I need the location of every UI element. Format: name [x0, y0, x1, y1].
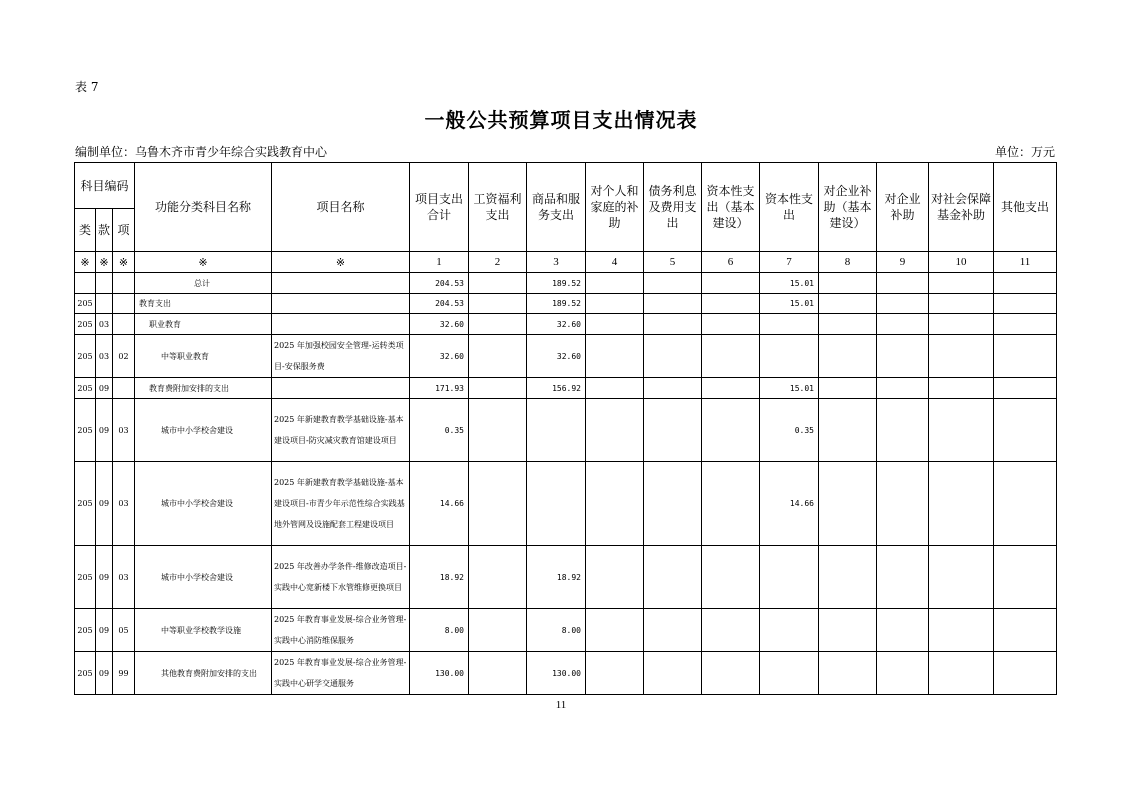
- code-kuan-cell: 03: [96, 335, 113, 378]
- table-row: [75, 378, 1057, 399]
- value-col-5-cell: [644, 294, 702, 314]
- code-kuan-cell: 09: [96, 378, 113, 399]
- value-col-1-cell: 130.00: [410, 652, 469, 695]
- header-col-2: 工资福利支出: [469, 163, 527, 252]
- project-name-cell: 2025 年教育事业发展-综合业务管理-实践中心研学交通服务: [272, 652, 410, 695]
- value-col-4-cell: [586, 273, 644, 294]
- value-col-6-cell: [702, 652, 760, 695]
- value-col-7-cell: 15.01: [760, 294, 819, 314]
- header-col-4: 对个人和家庭的补助: [586, 163, 644, 252]
- value-col-5-cell: [644, 314, 702, 335]
- value-col-5-cell: [644, 609, 702, 652]
- value-col-4-cell: [586, 378, 644, 399]
- code-kuan-cell: [96, 294, 113, 314]
- function-name-cell: 职业教育: [135, 314, 272, 335]
- value-col-6-cell: [702, 546, 760, 609]
- value-col-3-cell: 189.52: [527, 273, 586, 294]
- header-xiang: 项: [113, 209, 135, 252]
- table-row: [75, 546, 1057, 609]
- value-col-6-cell: [702, 314, 760, 335]
- value-col-2-cell: [469, 335, 527, 378]
- value-col-3-cell: 32.60: [527, 335, 586, 378]
- value-col-11-cell: [994, 546, 1057, 609]
- function-name-cell: 城市中小学校舍建设: [135, 399, 272, 462]
- project-name-cell: 2025 年加强校园安全管理-运转类项目-安保服务费: [272, 335, 410, 378]
- value-col-7-cell: 15.01: [760, 273, 819, 294]
- code-lei-cell: 205: [75, 609, 96, 652]
- value-col-10-cell: [929, 314, 994, 335]
- project-name-cell: [272, 314, 410, 335]
- code-xiang-cell: 03: [113, 399, 135, 462]
- value-col-1-cell: 32.60: [410, 335, 469, 378]
- table-row: [75, 294, 1057, 314]
- value-col-1-cell: 204.53: [410, 273, 469, 294]
- header-function-name: 功能分类科目名称: [135, 163, 272, 252]
- index-cell: ※: [113, 252, 135, 273]
- code-lei-cell: 205: [75, 335, 96, 378]
- value-col-10-cell: [929, 335, 994, 378]
- function-name-cell: 城市中小学校舍建设: [135, 462, 272, 546]
- value-col-9-cell: [877, 399, 929, 462]
- index-cell: ※: [135, 252, 272, 273]
- value-col-2-cell: [469, 273, 527, 294]
- compiling-unit: 编制单位：乌鲁木齐市青少年综合实践教育中心: [75, 145, 328, 159]
- table-number: 表 7: [75, 80, 99, 94]
- value-col-4-cell: [586, 652, 644, 695]
- function-name-cell: 总计: [135, 273, 272, 294]
- function-name-cell: 其他教育费附加安排的支出: [135, 652, 272, 695]
- value-col-1-cell: 18.92: [410, 546, 469, 609]
- value-col-3-cell: 18.92: [527, 546, 586, 609]
- value-col-2-cell: [469, 462, 527, 546]
- header-lei: 类: [75, 209, 96, 252]
- project-name-cell: [272, 378, 410, 399]
- value-col-11-cell: [994, 273, 1057, 294]
- header-col-9: 对企业补助: [877, 163, 929, 252]
- value-col-11-cell: [994, 399, 1057, 462]
- code-xiang-cell: [113, 294, 135, 314]
- code-lei-cell: 205: [75, 399, 96, 462]
- header-col-8: 对企业补助（基本建设）: [819, 163, 877, 252]
- code-kuan-cell: 09: [96, 546, 113, 609]
- value-col-5-cell: [644, 399, 702, 462]
- project-name-cell: 2025 年教育事业发展-综合业务管理-实践中心消防维保服务: [272, 609, 410, 652]
- value-col-10-cell: [929, 399, 994, 462]
- index-cell: 11: [994, 252, 1057, 273]
- value-col-11-cell: [994, 462, 1057, 546]
- value-col-4-cell: [586, 294, 644, 314]
- page-number: 11: [555, 699, 567, 711]
- index-cell: 5: [644, 252, 702, 273]
- value-col-5-cell: [644, 335, 702, 378]
- value-col-7-cell: 14.66: [760, 462, 819, 546]
- value-col-3-cell: [527, 399, 586, 462]
- value-col-4-cell: [586, 462, 644, 546]
- value-col-11-cell: [994, 609, 1057, 652]
- function-name-cell: 城市中小学校舍建设: [135, 546, 272, 609]
- value-col-2-cell: [469, 294, 527, 314]
- value-col-6-cell: [702, 335, 760, 378]
- project-name-cell: 2025 年新建教育教学基础设施-基本建设项目-市青少年示范性综合实践基地外管网及设施配套工程建设项目: [272, 462, 410, 546]
- code-lei-cell: 205: [75, 462, 96, 546]
- value-col-9-cell: [877, 294, 929, 314]
- index-cell: 9: [877, 252, 929, 273]
- header-col-6: 资本性支出（基本建设）: [702, 163, 760, 252]
- index-cell: ※: [96, 252, 113, 273]
- code-lei-cell: 205: [75, 546, 96, 609]
- value-col-3-cell: 32.60: [527, 314, 586, 335]
- value-col-8-cell: [819, 294, 877, 314]
- code-xiang-cell: 03: [113, 462, 135, 546]
- code-lei-cell: 205: [75, 652, 96, 695]
- value-col-10-cell: [929, 652, 994, 695]
- index-cell: ※: [75, 252, 96, 273]
- value-col-1-cell: 204.53: [410, 294, 469, 314]
- value-col-4-cell: [586, 609, 644, 652]
- index-cell: 7: [760, 252, 819, 273]
- value-col-7-cell: [760, 546, 819, 609]
- index-cell: 10: [929, 252, 994, 273]
- value-col-2-cell: [469, 314, 527, 335]
- index-cell: 3: [527, 252, 586, 273]
- value-col-1-cell: 14.66: [410, 462, 469, 546]
- value-col-9-cell: [877, 378, 929, 399]
- budget-table: [74, 162, 1057, 695]
- code-lei-cell: 205: [75, 378, 96, 399]
- header-col-7: 资本性支出: [760, 163, 819, 252]
- index-cell: ※: [272, 252, 410, 273]
- code-xiang-cell: 99: [113, 652, 135, 695]
- value-col-6-cell: [702, 609, 760, 652]
- header-project-name: 项目名称: [272, 163, 410, 252]
- value-col-5-cell: [644, 546, 702, 609]
- value-col-2-cell: [469, 378, 527, 399]
- value-col-7-cell: [760, 609, 819, 652]
- code-lei-cell: 205: [75, 294, 96, 314]
- value-col-8-cell: [819, 546, 877, 609]
- value-col-5-cell: [644, 462, 702, 546]
- value-col-11-cell: [994, 378, 1057, 399]
- value-col-6-cell: [702, 273, 760, 294]
- value-col-5-cell: [644, 652, 702, 695]
- value-col-3-cell: 8.00: [527, 609, 586, 652]
- value-col-8-cell: [819, 378, 877, 399]
- value-col-6-cell: [702, 399, 760, 462]
- value-col-9-cell: [877, 314, 929, 335]
- project-name-cell: 2025 年改善办学条件-维修改造项目-实践中心宽新楼下水管维修更换项目: [272, 546, 410, 609]
- value-col-4-cell: [586, 399, 644, 462]
- index-cell: 6: [702, 252, 760, 273]
- table-row: [75, 462, 1057, 546]
- value-col-11-cell: [994, 314, 1057, 335]
- header-col-1: 项目支出合计: [410, 163, 469, 252]
- function-name-cell: 中等职业学校教学设施: [135, 609, 272, 652]
- value-col-11-cell: [994, 294, 1057, 314]
- value-col-2-cell: [469, 546, 527, 609]
- value-col-2-cell: [469, 609, 527, 652]
- value-col-5-cell: [644, 378, 702, 399]
- value-col-3-cell: 189.52: [527, 294, 586, 314]
- value-col-10-cell: [929, 273, 994, 294]
- value-col-3-cell: 130.00: [527, 652, 586, 695]
- value-col-3-cell: [527, 462, 586, 546]
- value-col-10-cell: [929, 294, 994, 314]
- function-name-cell: 教育费附加安排的支出: [135, 378, 272, 399]
- code-xiang-cell: 03: [113, 546, 135, 609]
- table-row: [75, 314, 1057, 335]
- function-name-cell: 教育支出: [135, 294, 272, 314]
- value-col-8-cell: [819, 652, 877, 695]
- value-col-7-cell: 0.35: [760, 399, 819, 462]
- value-col-2-cell: [469, 652, 527, 695]
- value-col-9-cell: [877, 335, 929, 378]
- value-col-2-cell: [469, 399, 527, 462]
- value-col-8-cell: [819, 462, 877, 546]
- table-row: [75, 609, 1057, 652]
- header-col-10: 对社会保障基金补助: [929, 163, 994, 252]
- value-col-3-cell: 156.92: [527, 378, 586, 399]
- table-row: [75, 335, 1057, 378]
- code-kuan-cell: 09: [96, 399, 113, 462]
- code-kuan-cell: 03: [96, 314, 113, 335]
- index-cell: 4: [586, 252, 644, 273]
- value-col-7-cell: 15.01: [760, 378, 819, 399]
- code-xiang-cell: [113, 378, 135, 399]
- value-col-8-cell: [819, 609, 877, 652]
- index-cell: 8: [819, 252, 877, 273]
- value-col-10-cell: [929, 378, 994, 399]
- value-col-6-cell: [702, 462, 760, 546]
- value-col-4-cell: [586, 314, 644, 335]
- code-lei-cell: 205: [75, 314, 96, 335]
- table-row: [75, 273, 1057, 294]
- project-name-cell: [272, 273, 410, 294]
- code-kuan-cell: 09: [96, 652, 113, 695]
- value-col-8-cell: [819, 273, 877, 294]
- value-col-6-cell: [702, 378, 760, 399]
- value-col-7-cell: [760, 314, 819, 335]
- header-col-5: 债务利息及费用支出: [644, 163, 702, 252]
- page-title: 一般公共预算项目支出情况表: [424, 108, 698, 132]
- code-xiang-cell: [113, 273, 135, 294]
- code-kuan-cell: 09: [96, 462, 113, 546]
- value-col-10-cell: [929, 609, 994, 652]
- value-col-9-cell: [877, 546, 929, 609]
- header-col-11: 其他支出: [994, 163, 1057, 252]
- code-lei-cell: [75, 273, 96, 294]
- value-col-9-cell: [877, 462, 929, 546]
- value-col-7-cell: [760, 335, 819, 378]
- table-row: [75, 652, 1057, 695]
- value-col-4-cell: [586, 335, 644, 378]
- index-cell: 2: [469, 252, 527, 273]
- value-col-1-cell: 171.93: [410, 378, 469, 399]
- index-row: [75, 252, 1057, 273]
- value-col-9-cell: [877, 609, 929, 652]
- code-xiang-cell: 02: [113, 335, 135, 378]
- value-col-1-cell: 32.60: [410, 314, 469, 335]
- function-name-cell: 中等职业教育: [135, 335, 272, 378]
- code-xiang-cell: 05: [113, 609, 135, 652]
- value-col-6-cell: [702, 294, 760, 314]
- header-col-3: 商品和服务支出: [527, 163, 586, 252]
- value-col-11-cell: [994, 652, 1057, 695]
- index-cell: 1: [410, 252, 469, 273]
- header-code-group: 科目编码: [75, 163, 135, 209]
- project-name-cell: [272, 294, 410, 314]
- value-col-1-cell: 0.35: [410, 399, 469, 462]
- value-col-9-cell: [877, 273, 929, 294]
- value-col-8-cell: [819, 335, 877, 378]
- code-kuan-cell: [96, 273, 113, 294]
- value-col-10-cell: [929, 462, 994, 546]
- table-row: [75, 399, 1057, 462]
- code-kuan-cell: 09: [96, 609, 113, 652]
- currency-unit: 单位：万元: [994, 145, 1055, 159]
- value-col-7-cell: [760, 652, 819, 695]
- header-kuan: 款: [96, 209, 113, 252]
- value-col-8-cell: [819, 314, 877, 335]
- value-col-8-cell: [819, 399, 877, 462]
- code-xiang-cell: [113, 314, 135, 335]
- project-name-cell: 2025 年新建教育教学基础设施-基本建设项目-防灾减灾教育馆建设项目: [272, 399, 410, 462]
- value-col-10-cell: [929, 546, 994, 609]
- value-col-5-cell: [644, 273, 702, 294]
- value-col-9-cell: [877, 652, 929, 695]
- value-col-4-cell: [586, 546, 644, 609]
- value-col-11-cell: [994, 335, 1057, 378]
- value-col-1-cell: 8.00: [410, 609, 469, 652]
